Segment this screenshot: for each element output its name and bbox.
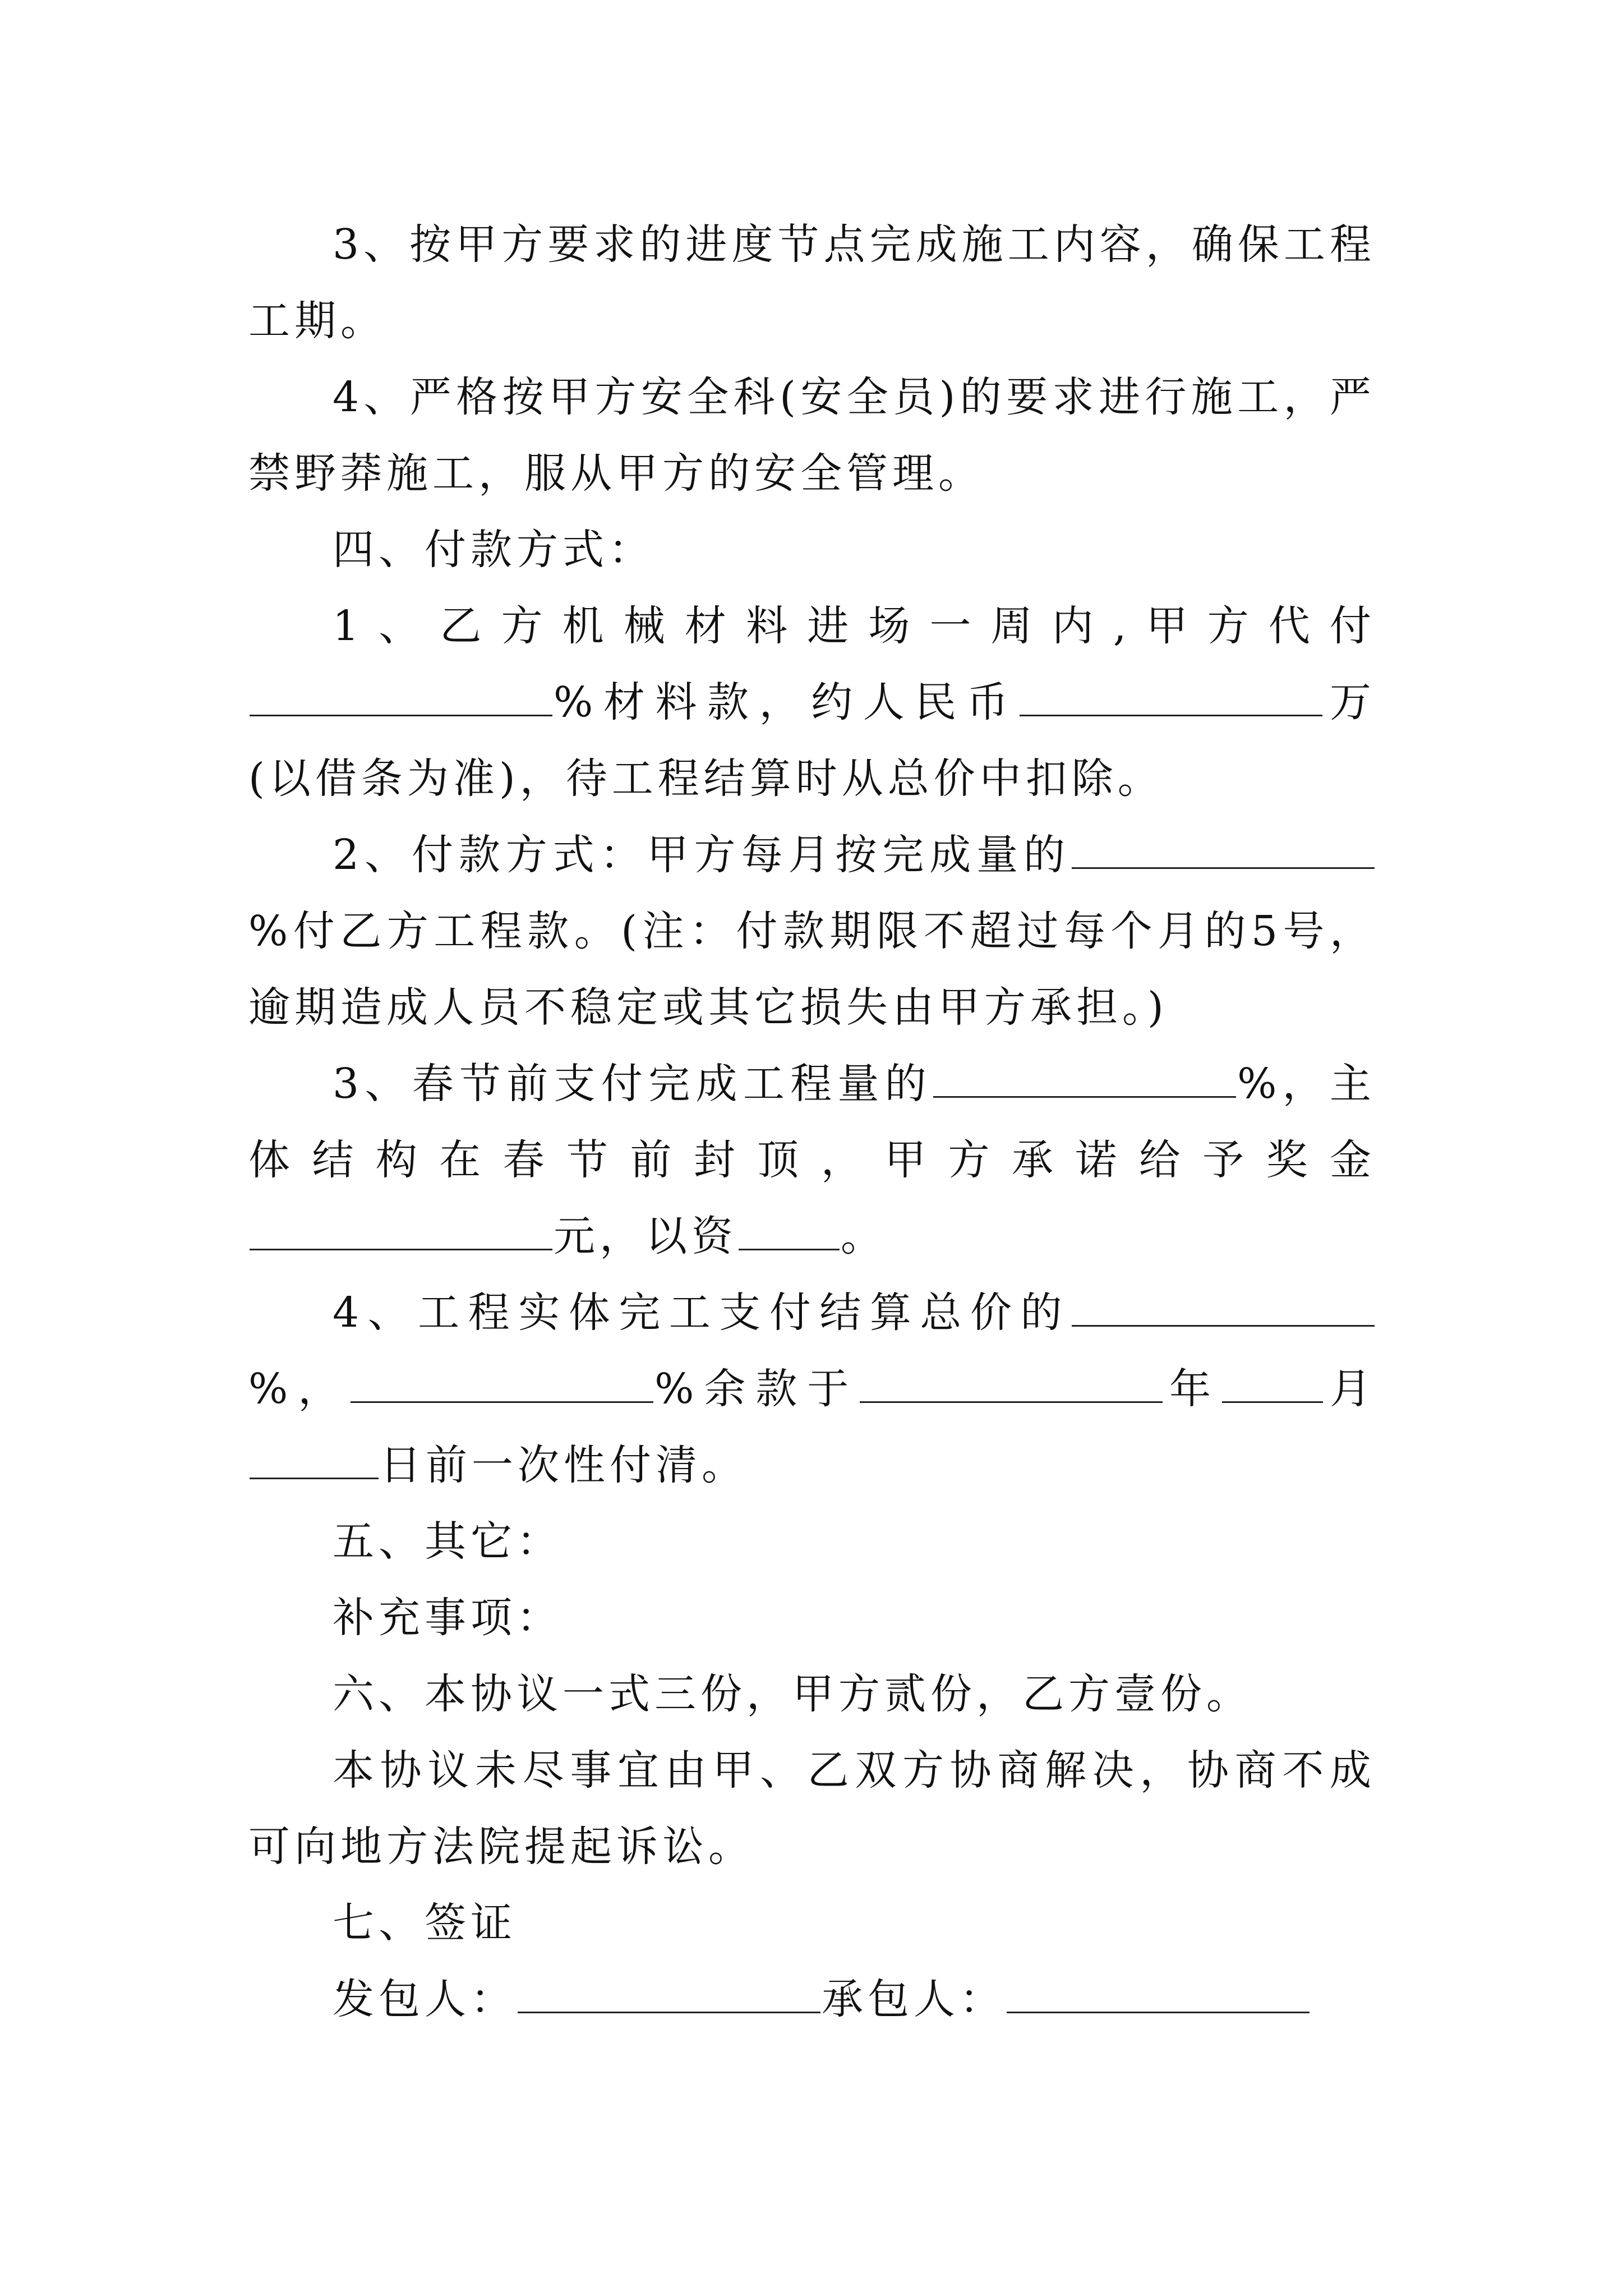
payment-4-day-blank[interactable] (250, 1444, 379, 1479)
contractor-label: 承包人： (822, 1975, 1006, 2023)
payment-3-text-b: %，主体结构在春节前封顶，甲方承诺给予奖金 (248, 1060, 1376, 1184)
payment-3-text-a: 3、春节前支付完成工程量的 (333, 1060, 933, 1108)
payment-4-month-blank[interactable] (1222, 1368, 1323, 1403)
payment-clause-4 (248, 1274, 1376, 1503)
payment-1-text-b: %材料款，约人民币 (554, 678, 1019, 726)
supplement-label: 补充事项： (333, 1594, 562, 1642)
payment-4-text-b: %， (248, 1365, 350, 1413)
item-4-safety: 4、严格按甲方安全科(安全员)的要求进行施工，严禁野莽施工，服从甲方的安全管理。 (248, 373, 1376, 498)
payment-3-bonus-blank[interactable] (250, 1216, 552, 1250)
payment-4-year-blank[interactable] (860, 1368, 1163, 1403)
payment-2-percent-blank[interactable] (1072, 834, 1375, 869)
contractor-signature-blank[interactable] (1007, 1978, 1310, 2013)
payment-4-text-c: %余款于 (654, 1365, 859, 1413)
payment-4-text-e: 月 (1324, 1365, 1376, 1413)
payment-1-percent-blank[interactable] (250, 682, 552, 716)
payment-3-text-d: 。 (841, 1212, 887, 1260)
document-page (248, 206, 1376, 2037)
section-5-title: 五、其它： (333, 1517, 562, 1566)
payment-4-remainder-percent-blank[interactable] (351, 1368, 653, 1403)
payment-3-text-c: 元，以资 (554, 1212, 737, 1260)
payment-3-percent-blank[interactable] (933, 1063, 1236, 1098)
payment-2-text-b: %付乙方工程款。(注：付款期限不超过每个月的5号，逾期造成人员不稳定或其它损失由甲方承担。) (248, 907, 1376, 1032)
signature-row (248, 1961, 1376, 2037)
payment-4-text-a: 4、工程实体完工支付结算总价的 (333, 1289, 1071, 1337)
payment-3-incentive-blank[interactable] (739, 1216, 840, 1250)
payment-clause-3 (248, 1046, 1376, 1274)
payment-clause-1 (248, 588, 1376, 817)
section-4-title: 四、付款方式： (333, 526, 654, 574)
payment-clause-2 (248, 817, 1376, 1046)
payment-4-text-d: 年 (1164, 1365, 1221, 1413)
issuer-label: 发包人： (333, 1975, 517, 2023)
payment-4-text-f: 日前一次性付清。 (380, 1441, 748, 1489)
payment-2-text-a: 2、付款方式：甲方每月按完成量的 (333, 831, 1071, 879)
item-3-schedule: 3、按甲方要求的进度节点完成施工内容，确保工程工期。 (248, 220, 1376, 345)
dispute-clause: 本协议未尽事宜由甲、乙双方协商解决，协商不成可向地方法院提起诉讼。 (248, 1746, 1376, 1871)
payment-1-text-c: 万(以借条为准)，待工程结算时从总价中扣除。 (248, 678, 1376, 803)
payment-1-amount-blank[interactable] (1020, 682, 1322, 716)
payment-1-text-a: 1、乙方机械材料进场一周内,甲方代付 (333, 602, 1376, 650)
section-7-title: 七、签证 (333, 1899, 517, 1947)
payment-4-percent-blank[interactable] (1072, 1292, 1375, 1327)
issuer-signature-blank[interactable] (518, 1978, 820, 2013)
section-6-copies: 六、本协议一式三份，甲方贰份，乙方壹份。 (333, 1670, 1252, 1718)
